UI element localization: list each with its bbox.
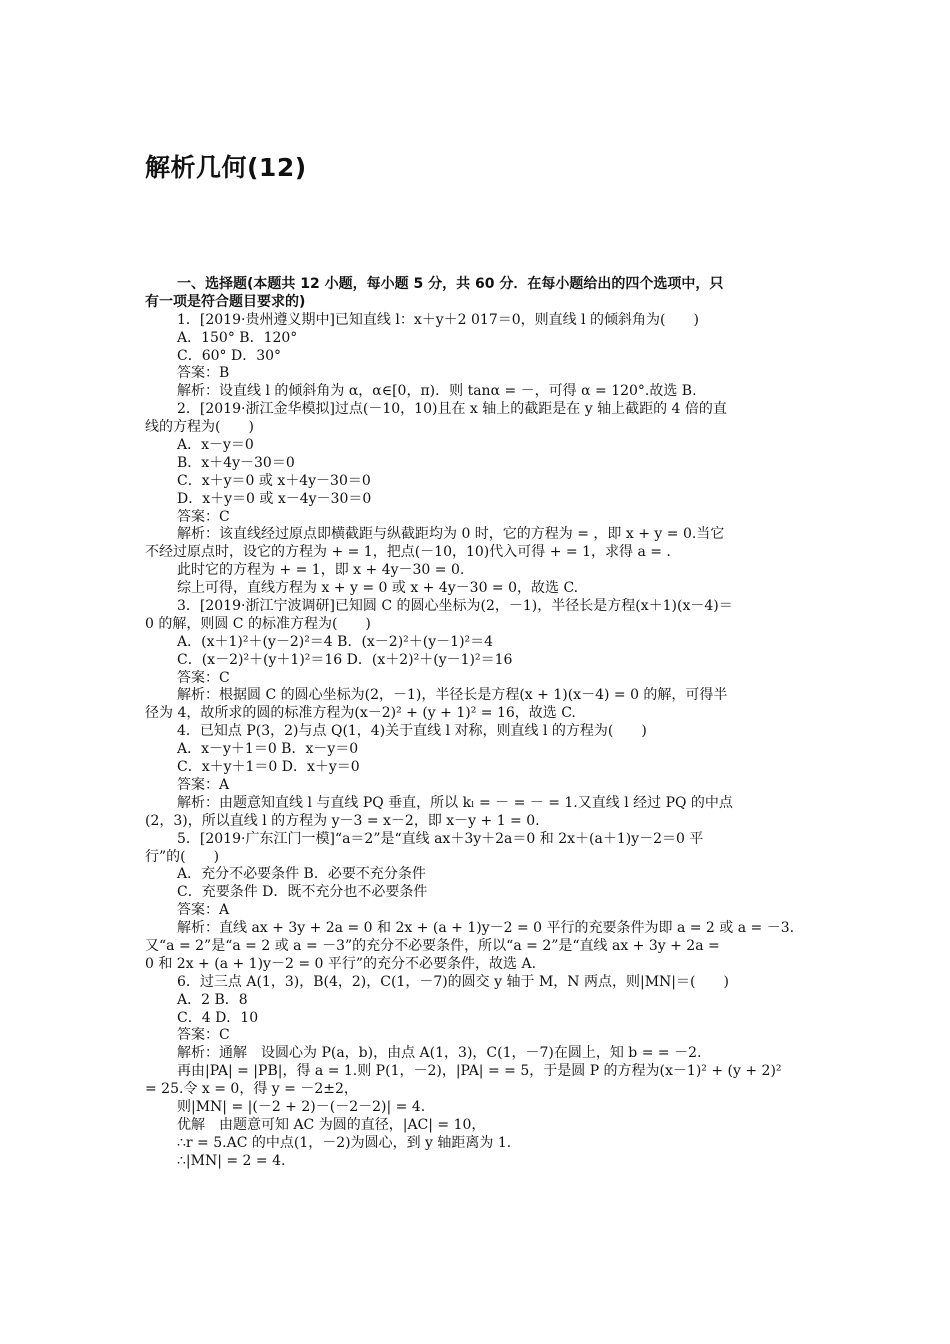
text-line: A．充分不必要条件 B．必要不充分条件: [177, 866, 426, 883]
text-line: 答案：C: [177, 1027, 230, 1044]
text-line: C．4 D．10: [177, 1009, 259, 1026]
text-line: 5．[2019·广东江门一模]“a＝2”是“直线 ax＋3y＋2a＝0 和 2x＋(a＋1)y－2＝0 平: [177, 830, 704, 847]
text-line: 答案：A: [177, 902, 230, 919]
text-line: 行”的( ): [145, 848, 220, 865]
text-line: (2，3)，所以直线 l 的方程为 y－3 = x－2，即 x－y + 1 = 0.: [145, 812, 540, 829]
text-line: 6．过三点 A(1，3)，B(4，2)，C(1，－7)的圆交 y 轴于 M，N 两点，则|MN|＝( ): [177, 973, 729, 990]
text-line: A．x－y＝0: [177, 437, 254, 454]
text-line: 线的方程为( ): [145, 419, 254, 436]
text-line: 解析：设直线 l 的倾斜角为 α，α∈[0，π)．则 tanα = －，可得 α = 120°.故选 B.: [177, 383, 697, 400]
text-line: 答案：A: [177, 776, 230, 793]
text-line: C．(x－2)²＋(y＋1)²＝16 D．(x＋2)²＋(y－1)²＝16: [177, 651, 513, 668]
text-line: 答案：C: [177, 669, 230, 686]
text-line: 有一项是符合题目要求的): [145, 293, 306, 310]
text-line: A．2 B．8: [177, 991, 248, 1008]
text-line: D．x＋y＝0 或 x－4y－30＝0: [177, 490, 372, 507]
text-line: 则|MN| = |(－2 + 2)－(－2－2)| = 4.: [177, 1098, 426, 1115]
text-line: 此时它的方程为 + = 1，即 x + 4y－30 = 0.: [177, 562, 465, 579]
text-line: 2．[2019·浙江金华模拟]过点(－10，10)且在 x 轴上的截距是在 y 轴上截距的 4 倍的直: [177, 401, 727, 418]
text-line: C．x＋y＝0 或 x＋4y－30＝0: [177, 472, 371, 489]
text-line: 解析：直线 ax + 3y + 2a = 0 和 2x + (a + 1)y－2 = 0 平行的充要条件为即 a = 2 或 a = －3.: [177, 920, 795, 937]
document-body: [145, 276, 805, 1171]
document-title: 解析几何(12): [145, 153, 307, 182]
text-line: 再由|PA| = |PB|，得 a = 1.则 P(1，－2)，|PA| = = 5，于是圆 P 的方程为(x－1)² + (y + 2)²: [177, 1063, 782, 1080]
text-line: ∴r = 5.AC 的中点(1，－2)为圆心，到 y 轴距离为 1.: [177, 1134, 512, 1151]
text-line: 径为 4，故所求的圆的标准方程为(x－2)² + (y + 1)² = 16，故选 C.: [145, 705, 576, 722]
text-line: 一、选择题(本题共 12 小题，每小题 5 分，共 60 分．在每小题给出的四个选项中，只: [177, 276, 724, 292]
text-line: C．x＋y＋1＝0 D．x＋y＝0: [177, 759, 360, 776]
text-line: A．150° B．120°: [177, 329, 298, 346]
text-line: 解析：该直线经过原点即横截距与纵截距均为 0 时，它的方程为 = ，即 x + y = 0.当它: [177, 526, 725, 543]
text-line: 4．已知点 P(3，2)与点 Q(1，4)关于直线 l 对称，则直线 l 的方程为( ): [177, 723, 647, 740]
text-line: 答案：C: [177, 508, 230, 525]
text-line: 又“a = 2”是“a = 2 或 a = －3”的充分不必要条件，所以“a = 2”是“直线 ax + 3y + 2a =: [145, 937, 720, 954]
text-line: 综上可得，直线方程为 x + y = 0 或 x + 4y－30 = 0，故选 C.: [177, 580, 579, 597]
text-line: 答案：B: [177, 365, 230, 382]
text-line: 0 和 2x + (a + 1)y－2 = 0 平行”的充分不必要条件，故选 A.: [145, 955, 537, 972]
text-line: = 25.令 x = 0，得 y = －2±2，: [145, 1081, 358, 1098]
text-line: 3．[2019·浙江宁波调研]已知圆 C 的圆心坐标为(2，－1)，半径长是方程(x＋1)(x－4)＝: [177, 598, 733, 615]
text-line: 1．[2019·贵州遵义期中]已知直线 l：x＋y＋2 017＝0，则直线 l 的倾斜角为( ): [177, 311, 699, 328]
text-line: 解析：通解 设圆心为 P(a，b)，由点 A(1，3)，C(1，－7)在圆上，知 b = = －2.: [177, 1045, 702, 1062]
text-line: 0 的解，则圆 C 的标准方程为( ): [145, 615, 371, 632]
text-line: C．充要条件 D．既不充分也不必要条件: [177, 884, 428, 901]
text-line: 解析：根据圆 C 的圆心坐标为(2，－1)，半径长是方程(x + 1)(x－4) = 0 的解，可得半: [177, 687, 728, 704]
text-line: ∴|MN| = 2 = 4.: [177, 1152, 286, 1169]
text-line: 优解 由题意可知 AC 为圆的直径，|AC| = 10，: [177, 1116, 486, 1133]
text-line: 解析：由题意知直线 l 与直线 PQ 垂直，所以 kₗ = － = － = 1.又直线 l 经过 PQ 的中点: [177, 794, 733, 811]
text-line: A．(x＋1)²＋(y－2)²＝4 B．(x－2)²＋(y－1)²＝4: [177, 633, 494, 650]
text-line: A．x－y＋1＝0 B．x－y＝0: [177, 741, 359, 758]
text-line: B．x＋4y－30＝0: [177, 454, 295, 471]
text-line: 不经过原点时，设它的方程为 + = 1，把点(－10，10)代入可得 + = 1，求得 a = .: [145, 544, 671, 561]
text-line: C．60° D．30°: [177, 347, 282, 364]
